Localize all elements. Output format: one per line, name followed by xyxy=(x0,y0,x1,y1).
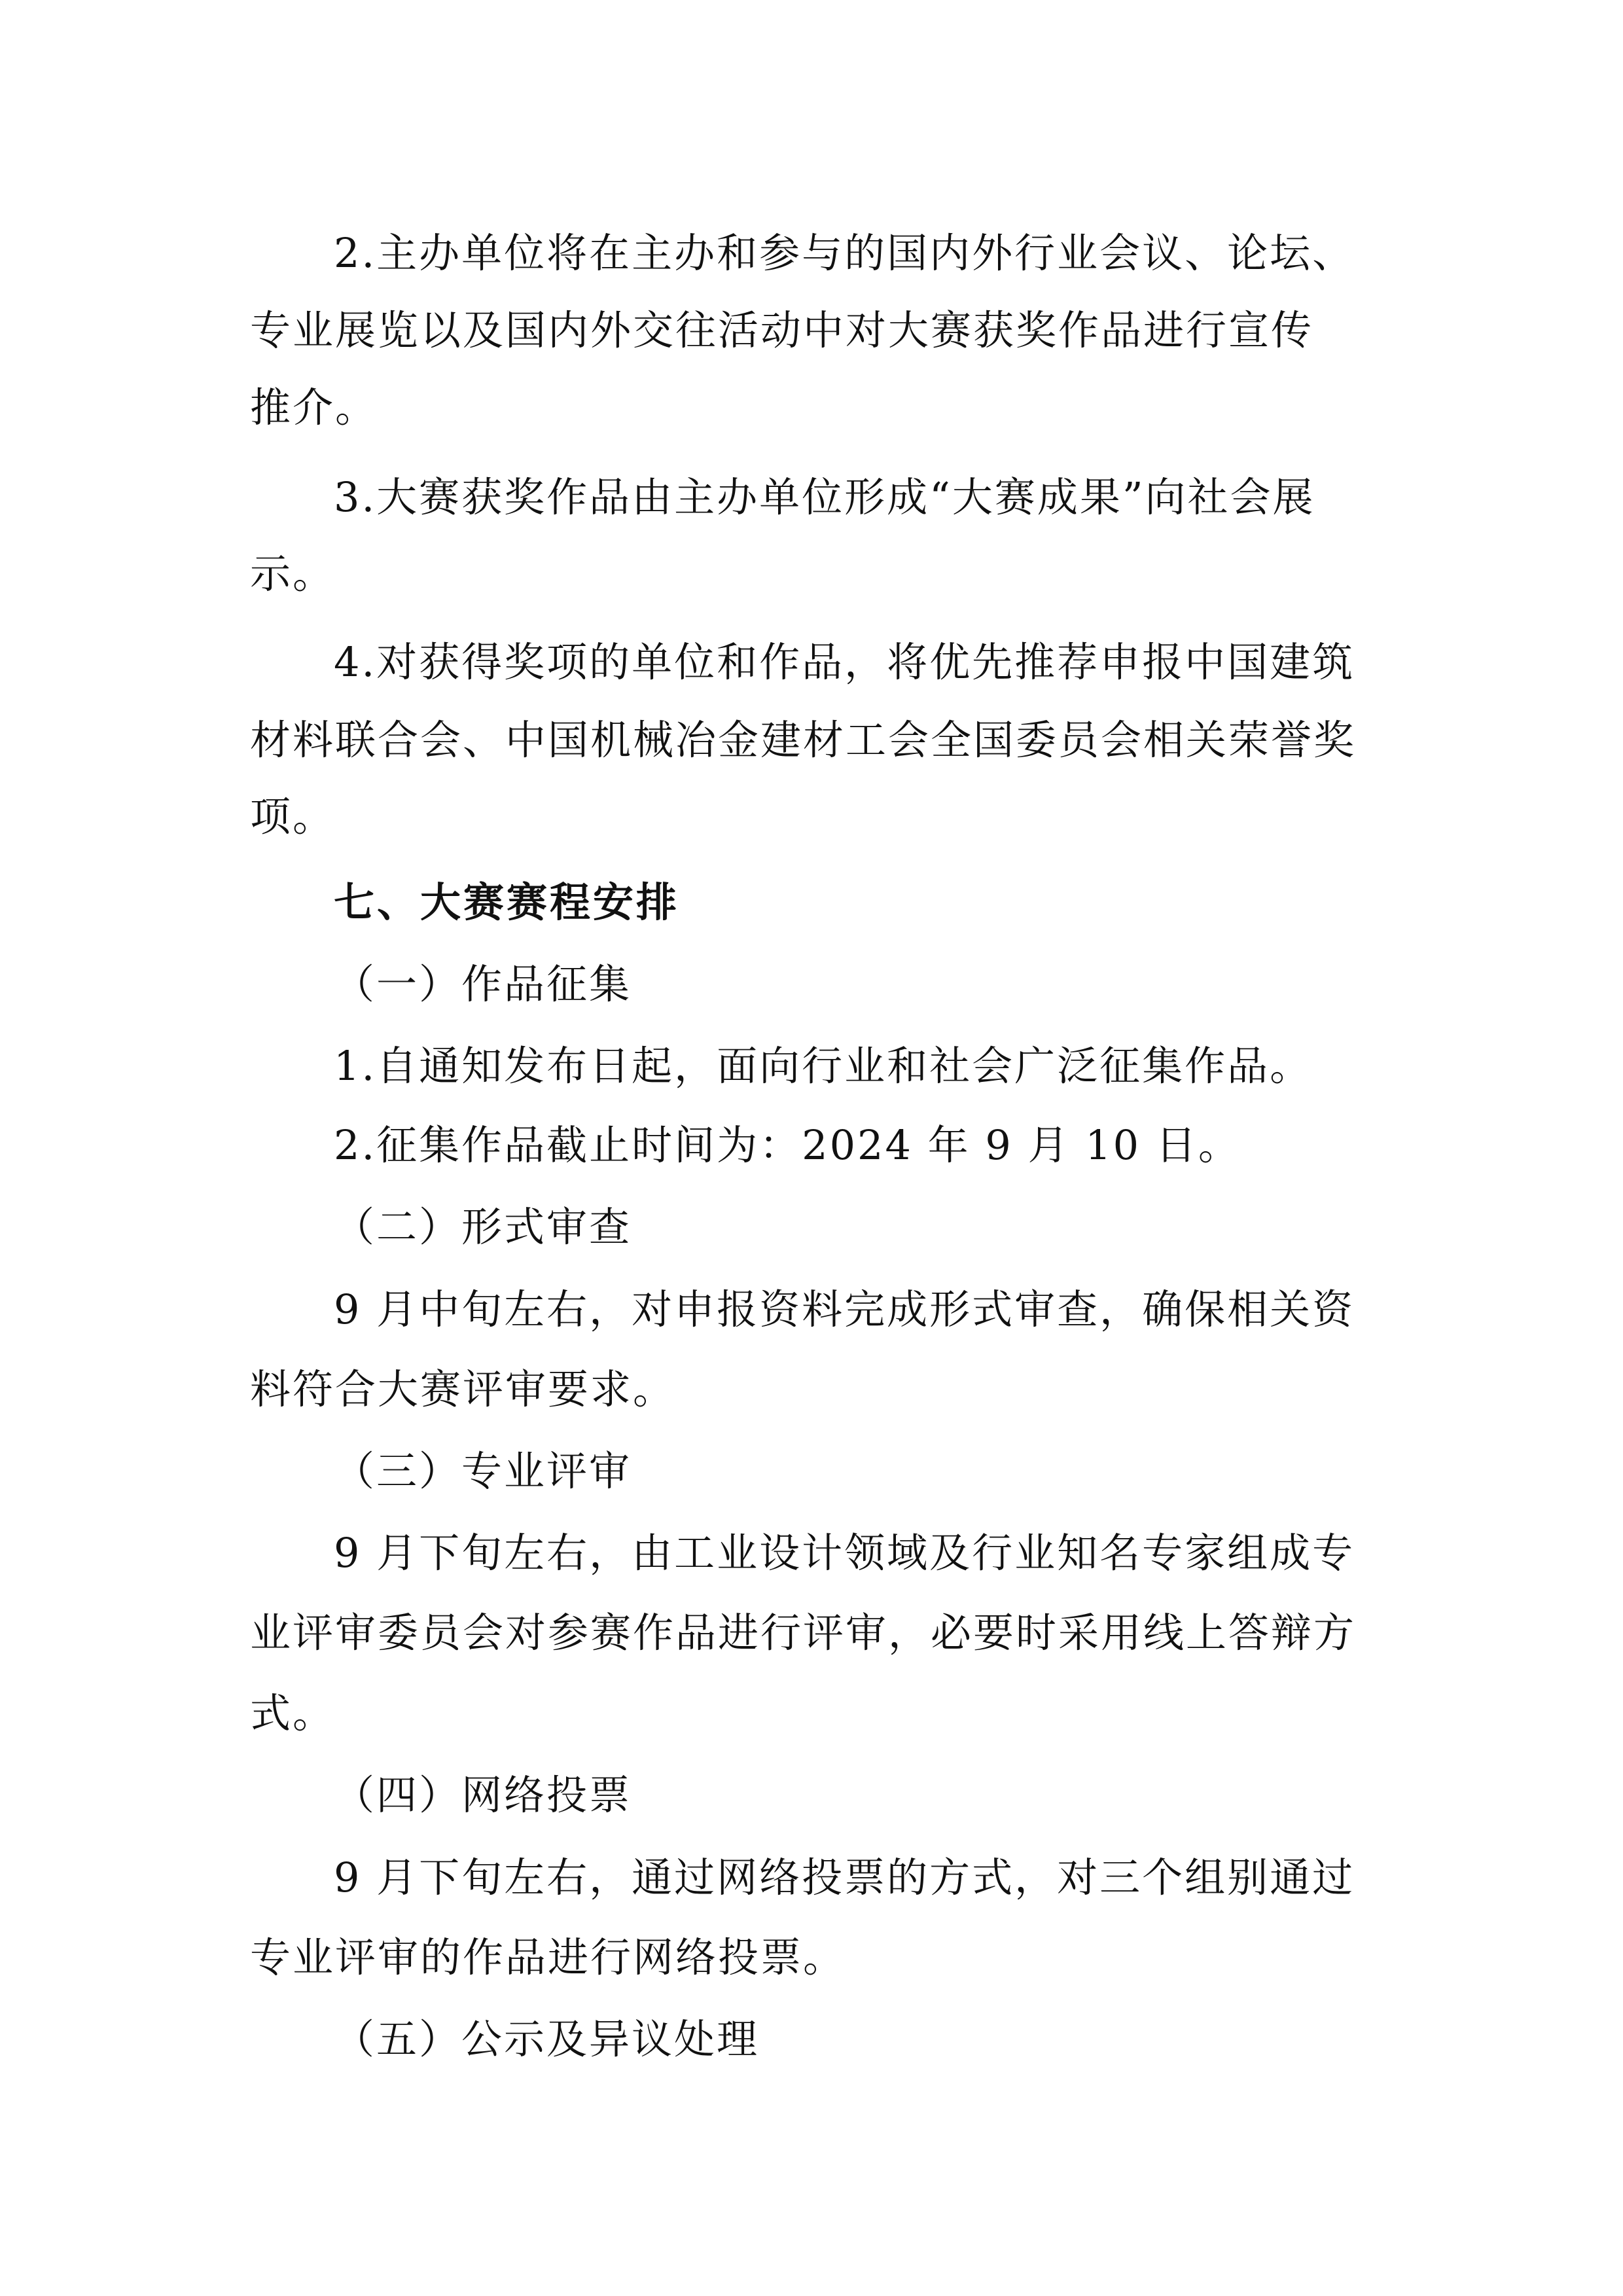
subsection-4-line-2: 专业评审的作品进行网络投票。 xyxy=(250,1933,846,1981)
paragraph-4-line-2: 材料联合会、中国机械冶金建材工会全国委员会相关荣誉奖 xyxy=(250,716,1357,764)
subsection-2-line-1: 9 月中旬左右，对申报资料完成形式审查，确保相关资 xyxy=(334,1285,1355,1333)
subsection-4-line-1: 9 月下旬左右，通过网络投票的方式，对三个组别通过 xyxy=(334,1854,1355,1901)
paragraph-3-line-1: 3.大赛获奖作品由主办单位形成“大赛成果”向社会展 xyxy=(334,473,1315,521)
paragraph-4-line-1: 4.对获得奖项的单位和作品，将优先推荐申报中国建筑 xyxy=(334,638,1355,686)
subsection-5-heading: （五）公示及异议处理 xyxy=(334,2015,760,2063)
section-heading: 七、大赛赛程安排 xyxy=(334,878,680,926)
subsection-1-item-2: 2.征集作品截止时间为：2024 年 9 月 10 日。 xyxy=(334,1121,1241,1169)
subsection-1-item-1: 1.自通知发布日起，面向行业和社会广泛征集作品。 xyxy=(334,1042,1313,1090)
subsection-3-heading: （三）专业评审 xyxy=(334,1447,632,1495)
subsection-3-line-2: 业评审委员会对参赛作品进行评审，必要时采用线上答辩方 xyxy=(250,1609,1357,1657)
subsection-2-heading: （二）形式审查 xyxy=(334,1203,632,1251)
paragraph-2-line-3: 推介。 xyxy=(250,384,378,431)
subsection-1-heading: （一）作品征集 xyxy=(334,960,632,1008)
subsection-3-line-3: 式。 xyxy=(250,1689,336,1737)
paragraph-2-line-2: 专业展览以及国内外交往活动中对大赛获奖作品进行宣传 xyxy=(250,306,1314,354)
subsection-2-line-2: 料符合大赛评审要求。 xyxy=(250,1365,676,1413)
subsection-4-heading: （四）网络投票 xyxy=(334,1771,632,1819)
paragraph-2-line-1: 2.主办单位将在主办和参与的国内外行业会议、论坛、 xyxy=(334,229,1355,277)
subsection-3-line-1: 9 月下旬左右，由工业设计领域及行业知名专家组成专 xyxy=(334,1529,1355,1577)
paragraph-3-line-2: 示。 xyxy=(250,550,336,598)
paragraph-4-line-3: 项。 xyxy=(250,793,336,840)
